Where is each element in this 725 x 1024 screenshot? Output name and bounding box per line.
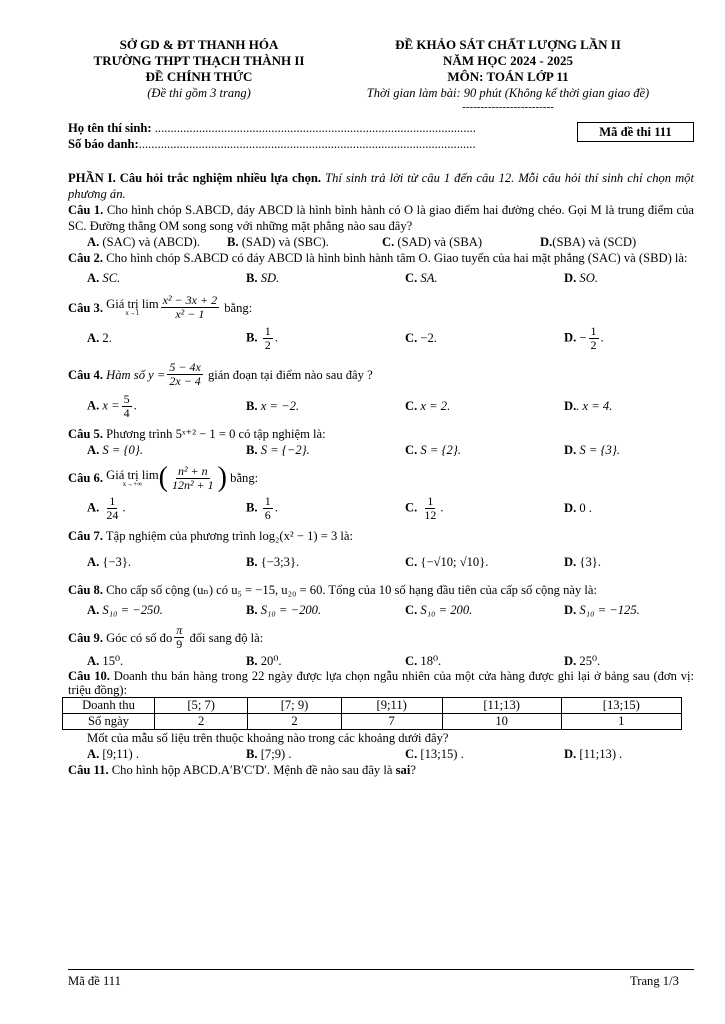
q1-text: Cho hình chóp S.ABCD, đáy ABCD là hình bình hành có O là giao điểm hai đường chéo. Gọi M là trung điểm của SC. Đường thẳng OM song song với những mặt phẳng nào sau đây?	[68, 203, 694, 233]
q10-option-c[interactable]: C. [13;15) .	[405, 747, 464, 761]
q6-option-a[interactable]: A. $\frac{1}{24}$ .	[87, 493, 126, 522]
q1-options	[68, 234, 694, 250]
q8-option-a[interactable]: A. S₁₀ = −250.	[87, 603, 163, 617]
id-label: Số báo danh:	[68, 137, 139, 151]
q6-post: bằng:	[230, 471, 259, 485]
q9-option-b[interactable]: B. 20⁰.	[246, 654, 282, 668]
q3-option-b[interactable]: B. $\frac{1}{2}$ .	[246, 323, 278, 352]
q11-label: Câu 11.	[68, 763, 109, 777]
q9-denominator: 9	[176, 637, 183, 651]
q3-lim: Giá trị lim	[106, 297, 159, 311]
header-left	[60, 37, 338, 101]
q4-post: gián đoạn tại điểm nào sau đây ?	[207, 367, 373, 382]
q3-option-a[interactable]: A. 2.	[87, 331, 112, 345]
q10-label: Câu 10.	[68, 669, 110, 683]
q10-option-b[interactable]: B. [7;9) .	[246, 747, 292, 761]
question-1	[68, 202, 694, 234]
q2-label: Câu 2.	[68, 251, 103, 265]
q7-label: Câu 7.	[68, 529, 103, 543]
school-name: TRƯỜNG THPT THẠCH THÀNH II	[93, 53, 305, 68]
q6-option-d[interactable]: D. 0 .	[564, 501, 592, 515]
q9-option-c[interactable]: C. 18⁰.	[405, 654, 442, 668]
table-cell: 2	[248, 714, 341, 730]
q4-pre: Hàm số y =	[106, 367, 166, 382]
q9-numerator: π	[176, 623, 183, 637]
q1-option-c[interactable]: C. (SAD) và (SBA)	[382, 235, 483, 249]
q10-question: Mốt của mẫu số liệu trên thuộc khoảng nào trong các khoảng dưới đây?	[87, 731, 449, 745]
q5-option-d[interactable]: D. S = {3}.	[564, 443, 621, 457]
q4-options	[68, 390, 694, 422]
footer-divider	[68, 969, 694, 970]
q7-option-a[interactable]: A. {−3}.	[87, 555, 132, 569]
q4-denominator: 2x − 4	[169, 374, 201, 388]
q1-option-a[interactable]: A. (SAC) và (ABCD).	[87, 235, 201, 249]
q9-option-a[interactable]: A. 15⁰.	[87, 654, 124, 668]
part1-instruction: Thí sinh trả lời từ câu 1 đến câu 12. Mỗi câu hỏi thí sinh chỉ chọn một phương án.	[68, 171, 694, 201]
q8-option-b[interactable]: B. S₁₀ = −200.	[246, 603, 322, 617]
time-limit: Thời gian làm bài: 90 phút (Không kể thời gian giao đề)	[366, 86, 650, 100]
q7-option-d[interactable]: D. {3}.	[564, 555, 601, 569]
table-cell: 7	[341, 714, 442, 730]
q2-text: Cho hình chóp S.ABCD có đáy ABCD là hình bình hành tâm O. Giao tuyến của hai mặt phẳng (SAC) và (SBD) là:	[106, 251, 688, 265]
q8-option-d[interactable]: D. S₁₀ = −125.	[564, 603, 640, 617]
q2-option-b[interactable]: B. SD.	[246, 271, 280, 285]
q4-option-d[interactable]: D.. x = 4.	[564, 399, 613, 413]
question-5	[68, 426, 694, 442]
question-3	[68, 294, 694, 321]
q3-option-d[interactable]: D. − $\frac{1}{2}$ .	[564, 323, 604, 352]
table-cell: 1	[561, 714, 681, 730]
header-right	[330, 37, 686, 113]
table-cell: [7; 9)	[248, 698, 341, 714]
q4-option-a[interactable]: A. x = $\frac{5}{4}$ .	[87, 391, 137, 420]
q8-option-c[interactable]: C. S₁₀ = 200.	[405, 603, 473, 617]
pages-note: (Đề thi gồm 3 trang)	[147, 86, 251, 100]
q5-option-b[interactable]: B. S = {−2}.	[246, 443, 310, 457]
id-dots: ...........................................................................................................	[138, 137, 476, 151]
q6-denominator: 12n² + 1	[171, 477, 214, 492]
header-dashes: -------------------------	[462, 101, 554, 113]
q9-label: Câu 9.	[68, 630, 103, 645]
footer-exam-code: Mã đề 111	[68, 974, 121, 988]
q6-options	[68, 492, 694, 524]
q6-lim-sub: x→+∞	[122, 479, 143, 488]
q3-lim-sub: x→1	[125, 309, 140, 317]
q6-lim: Giá trị lim	[106, 467, 159, 482]
q11-text: Cho hình hộp ABCD.A′B′C′D′. Mệnh đề nào sau đây là	[111, 763, 393, 777]
q6-numerator: n² + n	[177, 463, 208, 478]
q5-text: Phương trình 5ˣ⁺² − 1 = 0 có tập nghiệm là:	[106, 427, 326, 441]
department: SỞ GD & ĐT THANH HÓA	[119, 37, 279, 52]
q3-numerator: x² − 3x + 2	[162, 293, 218, 307]
table-cell: [5; 7)	[155, 698, 248, 714]
exam-content	[68, 170, 694, 778]
q2-option-a[interactable]: A. SC.	[87, 271, 121, 285]
candidate-info	[68, 120, 476, 152]
question-7	[68, 528, 694, 544]
q2-option-c[interactable]: C. SA.	[405, 271, 438, 285]
table-cell: [13;15)	[561, 698, 681, 714]
q5-label: Câu 5.	[68, 427, 103, 441]
q3-options	[68, 323, 694, 353]
q9-pre: Góc có số đo	[106, 630, 173, 645]
q7-text: Tập nghiệm của phương trình log₂(x² − 1) = 3 là:	[105, 529, 354, 543]
q7-options	[68, 554, 694, 570]
name-dots: ......................................................................................................	[154, 121, 476, 135]
q3-label: Câu 3.	[68, 300, 103, 315]
question-2	[68, 250, 694, 266]
table-cell: [11;13)	[442, 698, 561, 714]
q4-label: Câu 4.	[68, 367, 103, 382]
official-label: ĐỀ CHÍNH THỨC	[145, 69, 253, 84]
q9-post: đổi sang độ là:	[189, 630, 264, 645]
q6-option-c[interactable]: C. $\frac{1}{12}$ .	[405, 493, 444, 522]
table-cell: Số ngày	[63, 714, 155, 730]
part1-heading	[68, 170, 694, 202]
q4-numerator: 5 − 4x	[169, 360, 201, 374]
q10-table	[62, 697, 682, 730]
table-cell: [9;11)	[341, 698, 442, 714]
q1-label: Câu 1.	[68, 203, 104, 217]
q3-option-c[interactable]: C. −2.	[405, 331, 437, 345]
table-cell: Doanh thu	[63, 698, 155, 714]
q4-option-b[interactable]: B. x = −2.	[246, 399, 300, 413]
question-6: Câu 6. Giá trị lim x→+∞ ( $\frac{\text{n² + n}}{\text{12n² + 1}}$ ) bằng:	[68, 462, 259, 493]
q10-options	[68, 746, 694, 762]
q1-option-d[interactable]: D.(SBA) và (SCD)	[540, 235, 637, 249]
q6-option-b[interactable]: B. $\frac{1}{6}$ .	[246, 493, 278, 522]
question-9	[68, 624, 694, 651]
q7-option-b[interactable]: B. {−3;3}.	[246, 555, 300, 569]
q5-option-c[interactable]: C. S = {2}.	[405, 443, 462, 457]
q5-options	[68, 442, 694, 458]
q6-label: Câu 6.	[68, 471, 103, 485]
question-10	[68, 669, 694, 697]
q8-text: Cho cấp số cộng (uₙ) có u₅ = −15, u₂₀ = 60. Tổng của 10 số hạng đầu tiên của cấp số cộng này là:	[106, 583, 598, 597]
q2-options	[68, 270, 694, 286]
question-8	[68, 582, 694, 598]
q3-post: bằng:	[224, 300, 253, 315]
name-label: Họ tên thí sinh:	[68, 121, 152, 135]
subject: MÔN: TOÁN LỚP 11	[447, 69, 569, 84]
q2-option-d[interactable]: D. SO.	[564, 271, 598, 285]
table-cell: 2	[155, 714, 248, 730]
q8-options	[68, 602, 694, 618]
q7-option-c[interactable]: C. {−√10; √10}.	[405, 555, 489, 569]
q3-denominator: x² − 1	[175, 307, 205, 321]
q1-option-b[interactable]: B. (SAD) và (SBC).	[227, 235, 329, 249]
exam-code-box: Mã đề thi 111	[577, 122, 694, 142]
table-cell: 10	[442, 714, 561, 730]
q5-option-a[interactable]: A. S = {0}.	[87, 443, 144, 457]
footer-page-number: Trang 1/3	[630, 974, 679, 988]
question-4	[68, 361, 694, 388]
table-row	[63, 698, 682, 714]
part1-title: PHẦN I. Câu hỏi trắc nghiệm nhiều lựa chọn.	[68, 171, 322, 185]
q10-text: Doanh thu bán hàng trong 22 ngày được lựa chọn ngẫu nhiên của một cửa hàng được ghi lại ở bảng sau (đơn vị: triệu đồng):	[68, 669, 694, 697]
question-11	[68, 762, 694, 778]
school-year: NĂM HỌC 2024 - 2025	[443, 53, 573, 68]
q9-option-d[interactable]: D. 25⁰.	[564, 654, 601, 668]
exam-title: ĐỀ KHẢO SÁT CHẤT LƯỢNG LẦN II	[395, 37, 621, 52]
q10-option-a[interactable]: A. [9;11) .	[87, 747, 140, 761]
table-row	[63, 714, 682, 730]
q11-bold-word: sai	[395, 763, 411, 777]
q9-options	[68, 653, 694, 669]
q10-option-d[interactable]: D. [11;13) .	[564, 747, 623, 761]
q8-label: Câu 8.	[68, 583, 103, 597]
q11-end: ?	[410, 763, 416, 777]
q4-option-c[interactable]: C. x = 2.	[405, 399, 451, 413]
